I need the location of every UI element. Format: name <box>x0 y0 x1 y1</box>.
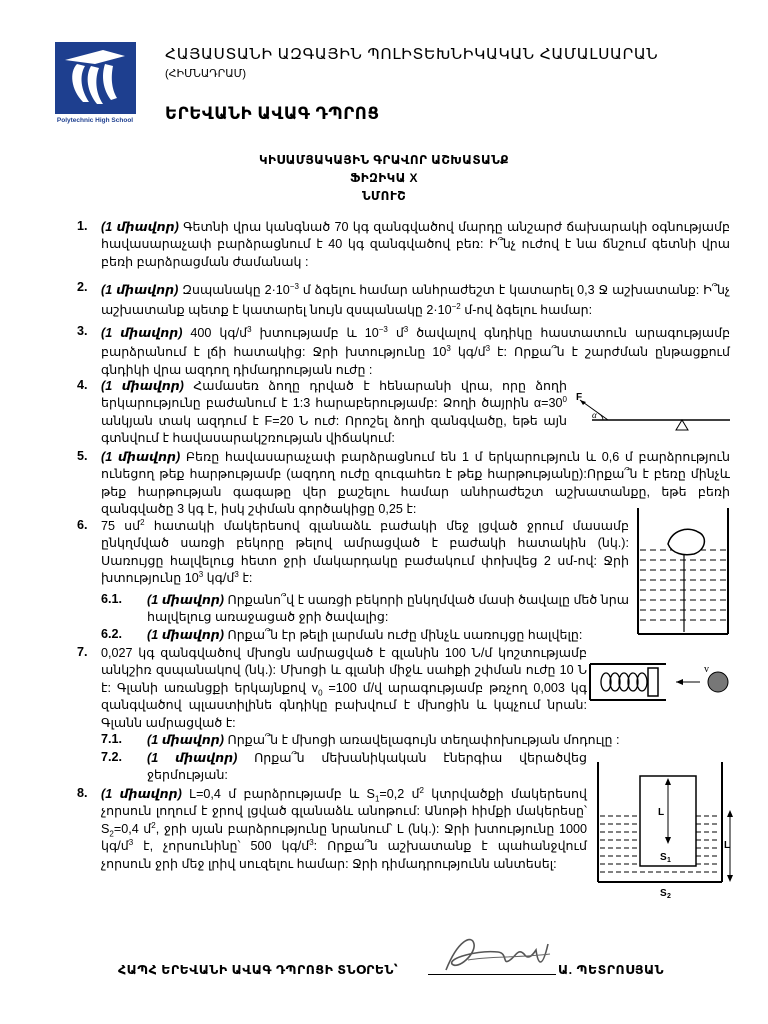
problem-7 <box>101 645 587 732</box>
problem-6-1-number: 6.1. <box>101 592 123 606</box>
signature-line <box>428 974 556 975</box>
problem-6-1-points: (1 միավոր) <box>147 593 225 607</box>
problem-4-text-b: անկյան տակ ազդում է F=20 Ն ուժ: Որոշել ձողի զանգվածը, եթե այն գտնվում է հավասարակշռության վիճակում: <box>101 413 567 446</box>
problem-1-text: Գետնի վրա կանգնած 70 կգ զանգվածով մարդը անշարժ ճախարակի օգնությամբ հավասարաչափ բարձրացնում է 40 կգ զանգվածով բեռ: Ի՞նչ ուժով է նա ճնշում գետնի վրա բեռի բարձրացման ժամանակ : <box>101 220 730 269</box>
problem-3-text-g: է: Որքա՞ն է շարժման ընթացքում գնդիկի վրա ազդող դիմադրության ուժը : <box>101 344 731 377</box>
problem-8-text-e: , ջրի սյան բարձրությունը նրանում՝ L (նկ.): Ջրի խտությունը 1000 կգ/մ <box>101 821 588 854</box>
figure-spring-piston <box>588 656 732 708</box>
problem-7-1-text: Որքա՞ն է մխոցի առավելագույն տեղափոխության մոդուլը : <box>227 733 620 747</box>
problem-2-text-a: Զսպանակը <box>182 283 261 297</box>
problem-8-exp-4: 3 <box>309 838 314 848</box>
problem-8-exp-3: 3 <box>128 838 134 848</box>
figure-lever <box>572 392 732 434</box>
problem-8-sub-1: 1 <box>374 794 380 804</box>
problem-4-text-a: Համասեռ ձողը դրված է հենարանի վրա, որը ձողի երկարությունը բաժանում է 1:3 հարաբերությամբ: Ձողի ծայրին α=30 <box>101 379 567 411</box>
problem-5-number: 5. <box>77 449 88 463</box>
figure-block-area-sub: 1 <box>667 857 671 864</box>
school-logo <box>55 42 136 126</box>
problem-8-text-d: =0,4 մ <box>113 821 152 836</box>
problem-4 <box>101 378 567 448</box>
footer-director-title: ՀԱՊՀ ԵՐԵՎԱՆԻ ԱՎԱԳ ԴՊՐՈՑԻ ՏՆՕՐԵՆ՝ <box>118 963 399 977</box>
problem-4-exp: 0 <box>562 395 567 405</box>
problem-3-text-a: 400 կգ/մ <box>190 326 248 340</box>
university-subtitle: (ՀԻՄՆԱԴՐԱՄ) <box>165 68 247 80</box>
exam-sample: ՆՄՈՒՇ <box>361 189 407 203</box>
problem-4-number: 4. <box>77 378 88 392</box>
problem-3 <box>101 324 730 380</box>
problem-5-text: Բեռը հավասարաչափ բարձրացնում են 1 մ երկարություն և 0,6 մ բարձրություն ունեցող թեք հարթությամբ (ազդող ուժը զուգահեռ է թեք հարթությանը):Որքա՞ն է բեռը մինչև թեք հարթության գագաթը վեր քաշելու համար անհրաժեշտ աշխատանքը, եթե բեռի զանգվածը 3 կգ է, իսկ շփման գործակիցը 0,25 է: <box>101 450 731 517</box>
problem-2-text-b: մ ձգելու համար անհրաժեշտ է կատարել 0,3 Ջ աշխատանք: Ի՞նչ աշխատանք պետք է կատարել նույն զսպանակը <box>101 283 731 317</box>
problem-6-2-points: (1 միավոր) <box>147 628 224 642</box>
problem-3-points: (1 միավոր) <box>101 326 183 340</box>
problem-2-text-c: մ-ով ձգելու համար: <box>464 303 593 317</box>
figure-vessel-area-sub: 2 <box>667 893 671 900</box>
figure-ice-cup <box>632 508 734 638</box>
problem-1-number: 1. <box>77 219 88 233</box>
problem-3-text-d: ծավալով գնդիկը հաստատուն արագությամբ բարձրանում է լճի հատակից: Ջրի խտությունը <box>101 326 731 359</box>
problem-8-points: (1 միավոր) <box>101 787 182 801</box>
university-name: ՀԱՅԱՍՏԱՆԻ ԱԶԳԱՅԻՆ ՊՈԼԻՏԵԽՆԻԿԱԿԱՆ ՀԱՄԱԼՍԱՐԱՆ <box>165 46 659 63</box>
problem-7-2-text: Որքա՞ն մեխանիկական էներգիա վերածվեց ջերմության: <box>147 751 587 783</box>
logo-caption: Polytechnic High School <box>56 117 134 124</box>
problem-2-value-1: 2·10 <box>264 283 290 297</box>
problem-8-text-c: կտրվածքի մակերեսով չորսուն լողում է ջրով լցված գլանաձև անոթում: Անոթի հիմքի մակերեսը՝ S <box>101 787 588 836</box>
problem-6-text-d: է: <box>242 571 253 586</box>
figure-block-area-label: S <box>660 852 667 863</box>
problem-6-1 <box>147 592 629 627</box>
problem-6-exp-a: 2 <box>140 517 145 527</box>
problem-7-1-number: 7.1. <box>101 732 123 746</box>
problem-6-number: 6. <box>77 518 88 532</box>
problem-4-points: (1 միավոր) <box>101 379 184 393</box>
problem-6-2-text: Որքա՞ն էր թելի լարման ուժը մինչև սառույցը հալվելը: <box>227 628 583 642</box>
problem-3-exp-e: 3 <box>446 343 451 353</box>
problem-2-points: (1 միավոր) <box>101 283 179 297</box>
problem-6-2-number: 6.2. <box>101 627 123 641</box>
problem-5-points: (1 միավոր) <box>101 450 181 464</box>
director-signature <box>438 930 558 980</box>
problem-1-points: (1 միավոր) <box>101 220 179 234</box>
problem-7-2-number: 7.2. <box>101 750 123 764</box>
problem-6 <box>101 518 629 588</box>
problem-6-text-b: հատակի մակերեսով գլանաձև բաժակի մեջ լցված ջրում մասամբ ընկղմված սառցի բեկորը թելով ամրացված է բաժակի հատակին (նկ.): Սառույցը հալվելուց հետո ջրի մակարդակը բաժակում փոխվեց 2 սմ-ով: Ջրի խտությունը 10 <box>101 519 629 586</box>
problem-8-number: 8. <box>77 786 88 800</box>
problem-3-text-c: մ <box>395 326 404 340</box>
problem-3-exp-c: 3 <box>403 324 409 334</box>
footer-director-name: Ա. ՊԵՏՐՈՍՅԱՆ <box>558 963 665 977</box>
problem-7-1-points: (1 միավոր) <box>147 733 224 747</box>
problem-2-number: 2. <box>77 280 88 294</box>
problem-8-text-f: է, չորսունինը՝ 500 կգ/մ <box>143 839 310 854</box>
problem-6-1-text: Որքանո՞վ է սառցի բեկորի ընկղմված մասի ծավալը մեծ նրա հալվելուց առաջացած ջրի ծավալից: <box>147 593 630 625</box>
problem-7-number: 7. <box>77 645 88 659</box>
problem-7-2 <box>147 750 587 785</box>
figure-water-height-label: L <box>724 840 731 851</box>
problem-8-sub-2: 2 <box>109 829 114 839</box>
problem-7-1 <box>147 732 647 749</box>
problem-6-exp-b: 3 <box>198 570 204 580</box>
problem-6-text-a: 75 սմ <box>101 519 141 533</box>
problem-2-value-2: 2·10 <box>426 303 452 317</box>
exam-titles <box>0 151 768 205</box>
problem-8 <box>101 786 587 873</box>
problem-8-exp-1: 2 <box>419 785 424 795</box>
problem-6-exp-c: 3 <box>234 570 239 580</box>
problem-2 <box>101 280 730 320</box>
problem-3-exp-f: 3 <box>485 343 491 353</box>
problem-3-text-f: կգ/մ <box>457 344 486 359</box>
figure-block-height-label: L <box>658 807 665 818</box>
figure-lever-angle-label: α <box>592 410 597 420</box>
problem-3-text-e: 10 <box>432 344 447 359</box>
problem-7-2-points: (1 միավոր) <box>147 751 238 765</box>
figure-lever-force-label: F <box>576 392 583 403</box>
problem-3-exp-a: 3 <box>247 324 252 334</box>
exam-title: ԿԻՍԱՄՅԱԿԱՅԻՆ ԳՐԱՎՈՐ ԱՇԽԱՏԱՆՔ <box>259 153 509 167</box>
problem-2-exp-1: −3 <box>289 281 299 291</box>
problem-3-text-b: խտությամբ և <box>259 326 357 340</box>
problem-8-text-a: L=0,4 մ բարձրությամբ և S <box>189 787 375 801</box>
problem-6-2 <box>147 627 647 644</box>
figure-velocity-label: v <box>704 664 709 675</box>
problem-6-text-c: կգ/մ <box>206 571 235 586</box>
problem-8-text-g: : Որքա՞ն աշխատանք է պահանջվում չորսուն ջրի մեջ լրիվ սուզելու համար: Ջրի դիմադրությունն անտեսել: <box>101 839 587 871</box>
problem-8-text-b: =0,2 մ <box>379 787 420 801</box>
problem-3-value: 10 <box>364 326 379 340</box>
figure-vessel-area-label: S <box>660 888 667 899</box>
problem-1 <box>101 219 730 271</box>
problem-3-exp-v: −3 <box>378 324 388 334</box>
figure-floating-block <box>590 762 734 900</box>
problem-2-exp-2: −2 <box>451 301 461 311</box>
exam-subject: ՖԻԶԻԿԱ X <box>350 171 418 185</box>
school-name: ԵՐԵՎԱՆԻ ԱՎԱԳ ԴՊՐՈՑ <box>165 105 380 123</box>
problem-8-exp-2: 2 <box>151 820 156 830</box>
problem-7-text-b: =100 մ/վ արագությամբ թռչող 0,003 կգ զանգվածով պլաստիլինե գնդիկը բախվում է մխոցին և կպչում նրան: Գլանն ամրացված է: <box>101 680 587 730</box>
problem-7-sub: 0 <box>318 688 323 698</box>
problem-7-text-a: 0,027 կգ զանգվածով մխոցն ամրացված է գլանին 100 Ն/մ կոշտությամբ անկշիռ զսպանակով (նկ.): Մխոցի և գլանի միջև սահքի շփման ուժը 10 Ն է: Գլանի առանցքի երկայնքով v <box>101 646 587 695</box>
problem-3-number: 3. <box>77 324 88 338</box>
